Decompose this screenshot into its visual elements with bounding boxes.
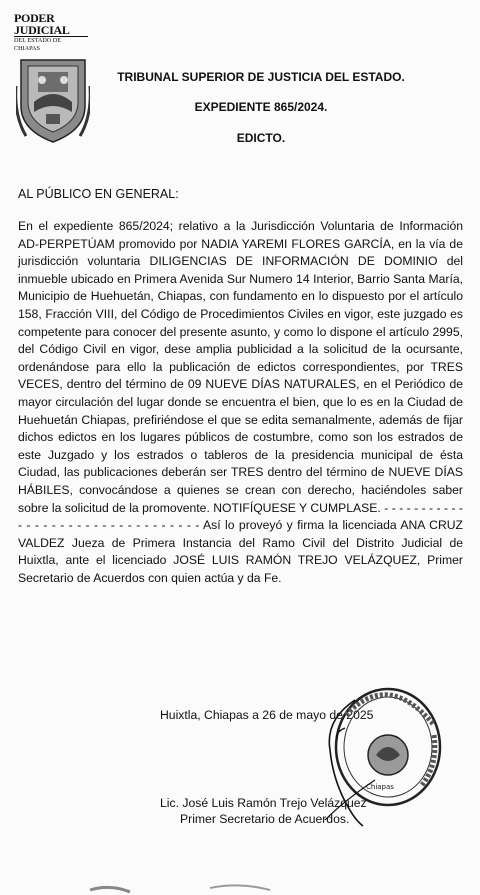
edict-body — [18, 218, 463, 587]
court-heading: TRIBUNAL SUPERIOR DE JUSTICIA DEL ESTADO. — [117, 70, 405, 84]
scan-smudge — [0, 870, 480, 895]
document-type-heading: EDICTO. — [236, 131, 286, 145]
case-number-heading: EXPEDIENTE 865/2024. — [194, 100, 328, 114]
court-logo — [14, 12, 94, 144]
logo-title: PODER JUDICIAL — [14, 11, 70, 37]
logo-subtitle: DEL ESTADO DE CHIAPAS — [14, 36, 88, 53]
coat-of-arms-icon — [16, 56, 90, 144]
place-date: Huixtla, Chiapas a 26 de mayo de 2025 — [160, 708, 374, 722]
signatory-name: Lic. José Luis Ramón Trejo Velázquez — [160, 796, 367, 810]
signatory-title: Primer Secretario de Acuerdos. — [180, 812, 350, 826]
salutation: AL PÚBLICO EN GENERAL: — [18, 187, 179, 201]
seal-bottom-text: Chiapas — [366, 783, 394, 791]
edict-paragraph: En el expediente 865/2024; relativo a la Jurisdicción Voluntaria de Información AD-PERPETÚAM promovido por NADIA YAREMI FLORES GARCÍA, en la vía de jurisdicción voluntaria DILIGENCIAS DE INFORMACIÓN DE DOMINIO del inmueble ubicado en Primera Avenida Sur Numero 14 Interior, Barrio Santa María, Municipio de Huehuetán, Chiapas, con fundamento en lo dispuesto por el artículo 158, Fracción VIII, del Código de Procedimientos Civiles en vigor, este juzgado es competente para conocer del presente asunto, y como lo dispone el artículo 2995, del Código Civil en vigor, dese amplia publicidad a la solicitud de la ocursante, ordenándose para ello la publicación de edictos correspondientes, por TRES VECES, dentro del término de 09 NUEVE DÍAS NATURALES, en el Periódico de mayor circulación del lugar donde se encuentra el bien, que lo es en la Ciudad de Huehuetán Chiapas, prefiriéndose el que se edita semanalmente, además de fijar dichos edictos en los lugares públicos de costumbre, como son los estrados de este Juzgado y los estrados o tableros de la presidencia municipal de ésta Ciudad, las publicaciones deberán ser TRES dentro del término de NUEVE DÍAS HÁBILES, convocándose a quienes se crean con derecho, haciéndoles saber sobre la solicitud de la promovente. NOTIFÍQUESE Y CUMPLASE. - - - - - - - - - - - - - - - - - - - - - - - - - - - - - - - - - Así lo proveyó y firma la licenciada ANA CRUZ VALDEZ Jueza de Primera Instancia del Ramo Civil del Distrito Judicial de Huixtla, ante el licenciado JOSÉ LUIS RAMÓN TREJO VELÁZQUEZ, Primer Secretario de Acuerdos con quien actúa y da Fe. — [18, 219, 463, 585]
